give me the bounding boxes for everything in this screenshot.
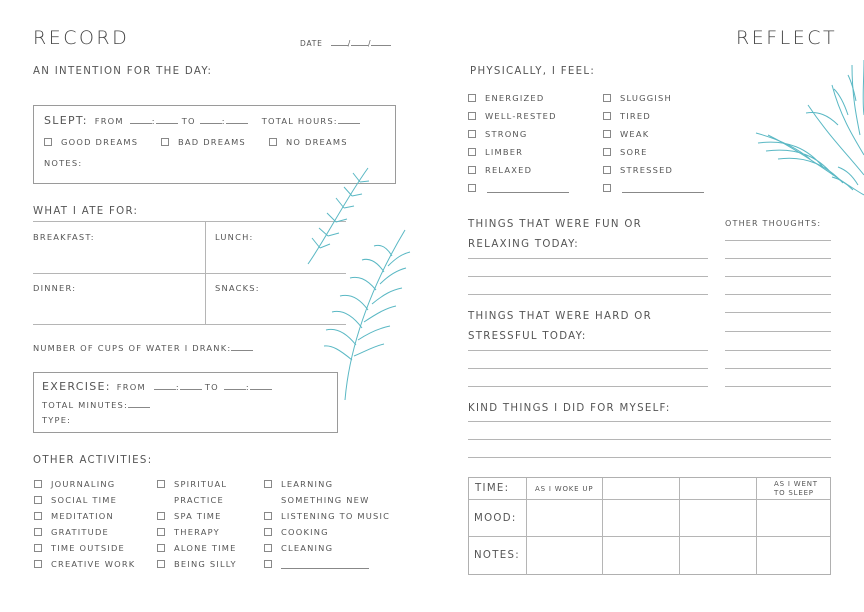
feel-item[interactable]: TIRED xyxy=(603,111,651,121)
activity-item[interactable]: SOCIAL TIME xyxy=(34,495,117,505)
activity-item[interactable]: SPA TIME xyxy=(157,511,222,521)
total-minutes-field[interactable]: TOTAL MINUTES: xyxy=(42,398,150,410)
went-sleep-label-1: AS I WENT xyxy=(774,480,818,488)
sleep-times[interactable]: SLEPT: FROM : TO : TOTAL HOURS: xyxy=(44,114,360,127)
total-hours-label: TOTAL HOURS: xyxy=(261,116,338,126)
feel-item[interactable]: WELL-RESTED xyxy=(468,111,557,121)
exercise-label: EXERCISE: xyxy=(42,380,111,393)
activity-item[interactable]: GRATITUDE xyxy=(34,527,109,537)
activity-item[interactable]: CLEANING xyxy=(264,543,333,553)
feel-item[interactable]: ENERGIZED xyxy=(468,93,544,103)
feel-item[interactable]: RELAXED xyxy=(468,165,532,175)
sleep-notes-label: NOTES: xyxy=(44,158,83,168)
went-sleep-label-2: TO SLEEP xyxy=(774,489,814,497)
checkbox-icon xyxy=(269,138,277,146)
fun-label-2: RELAXING TODAY: xyxy=(468,239,580,250)
activities-label: OTHER ACTIVITIES: xyxy=(33,455,153,466)
hard-label-2: STRESSFUL TODAY: xyxy=(468,331,587,342)
feel-item[interactable]: LIMBER xyxy=(468,147,523,157)
activity-item[interactable]: ALONE TIME xyxy=(157,543,237,553)
reflect-title: REFLECT xyxy=(736,27,838,49)
dinner-label: DINNER: xyxy=(33,283,77,293)
exercise-box xyxy=(33,372,338,433)
feel-item[interactable]: STRONG xyxy=(468,129,527,139)
mood-label: MOOD: xyxy=(474,513,517,524)
activity-item[interactable]: MEDITATION xyxy=(34,511,114,521)
activity-item[interactable]: BEING SILLY xyxy=(157,559,237,569)
record-title: RECORD xyxy=(33,27,130,49)
activity-item[interactable]: THERAPY xyxy=(157,527,220,537)
activity-item[interactable]: TIME OUTSIDE xyxy=(34,543,125,553)
feel-item-blank[interactable] xyxy=(468,183,569,193)
feel-item[interactable]: SORE xyxy=(603,147,648,157)
leaf-sprig-icon xyxy=(300,160,415,430)
date-field[interactable]: DATE / / xyxy=(300,36,391,48)
exercise-times[interactable]: EXERCISE: FROM : TO : xyxy=(42,380,272,393)
dream-bad[interactable]: BAD DREAMS xyxy=(161,137,246,147)
feel-item[interactable]: WEAK xyxy=(603,129,649,139)
feel-item[interactable]: SLUGGISH xyxy=(603,93,672,103)
ate-label: WHAT I ATE FOR: xyxy=(33,206,139,217)
checkbox-icon xyxy=(44,138,52,146)
activity-item[interactable]: LEARNING xyxy=(264,479,333,489)
activity-item[interactable]: JOURNALING xyxy=(34,479,115,489)
activity-item-blank[interactable] xyxy=(264,559,369,569)
activity-item[interactable]: LISTENING TO MUSIC xyxy=(264,511,390,521)
water-field[interactable]: NUMBER OF CUPS OF WATER I DRANK: xyxy=(33,341,253,353)
fun-label-1: THINGS THAT WERE FUN OR xyxy=(468,219,643,230)
feel-item[interactable]: STRESSED xyxy=(603,165,673,175)
snacks-label: SNACKS: xyxy=(215,283,260,293)
dream-none[interactable]: NO DREAMS xyxy=(269,137,348,147)
physically-label: PHYSICALLY, I FEEL: xyxy=(470,66,596,77)
time-label: TIME: xyxy=(475,483,510,494)
activity-item[interactable]: COOKING xyxy=(264,527,329,537)
exercise-type-label: TYPE: xyxy=(42,415,72,425)
notes-label: NOTES: xyxy=(474,550,520,561)
slept-label: SLEPT: xyxy=(44,114,88,127)
date-label: DATE xyxy=(300,39,323,48)
woke-up-label: AS I WOKE UP xyxy=(535,485,594,493)
breakfast-label: BREAKFAST: xyxy=(33,232,95,242)
kind-label: KIND THINGS I DID FOR MYSELF: xyxy=(468,403,671,414)
mood-grid xyxy=(468,477,831,575)
lunch-label: LUNCH: xyxy=(215,232,254,242)
activity-item[interactable]: SPIRITUAL xyxy=(157,479,227,489)
other-thoughts-label: OTHER THOUGHTS: xyxy=(725,219,822,228)
activity-item[interactable]: CREATIVE WORK xyxy=(34,559,135,569)
intention-label: AN INTENTION FOR THE DAY: xyxy=(33,66,213,77)
hard-label-1: THINGS THAT WERE HARD OR xyxy=(468,311,652,322)
leaf-sprig-icon xyxy=(748,55,864,200)
dream-good[interactable]: GOOD DREAMS xyxy=(44,137,138,147)
checkbox-icon xyxy=(161,138,169,146)
feel-item-blank[interactable] xyxy=(603,183,704,193)
